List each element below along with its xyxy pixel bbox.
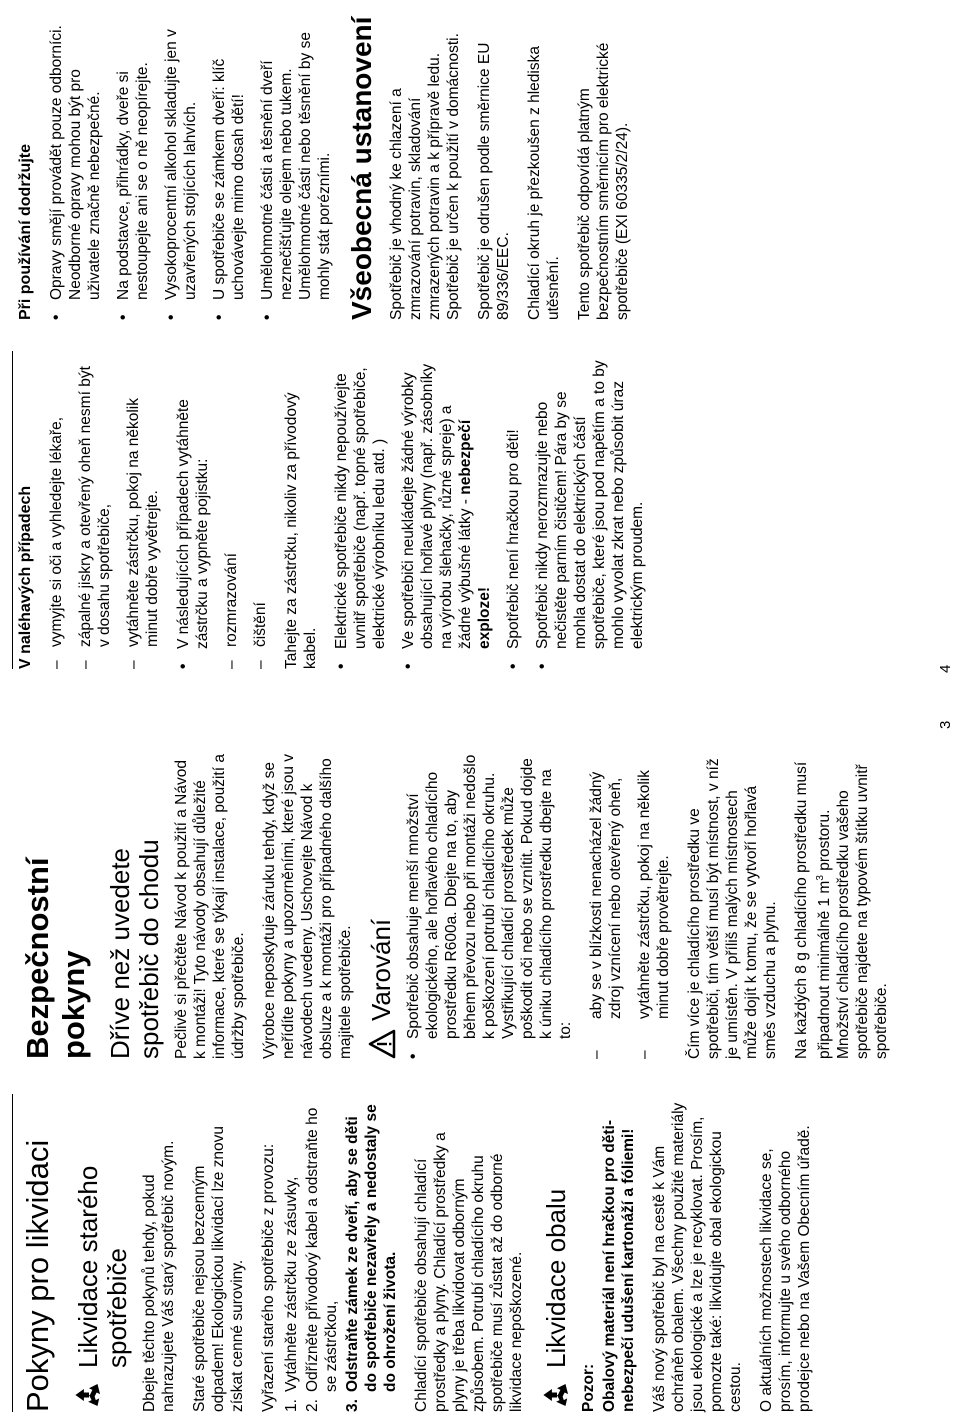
top-rule bbox=[12, 1094, 13, 1412]
old-appliance-p3: Vyřazení starého spotřebiče z provozu: bbox=[260, 1143, 277, 1412]
list-item: – vytáhněte zástrčku, pokoj na několik minut dobře provětrejte. bbox=[636, 770, 672, 1059]
refrigerant-amount-p: Na každých 8 g chladícího prostředku musí připadnout minimálně 1 $m^3$ prostoru. Množství chladícího prostředku vašeho spotřebiče najdete na typovém štítku uvnitř spotřebiče. bbox=[793, 761, 891, 1059]
list-item: 2. Odřízněte přívodový kabel a odstraňte ho se zástrčkou, bbox=[304, 1107, 340, 1412]
list-item: • U spotřebiče se zámkem dveří: klíč uchovávejte mimo dosah dětí! bbox=[211, 58, 247, 320]
page-3 bbox=[0, 713, 960, 1426]
list-item: – rozmrazování bbox=[223, 553, 240, 669]
old-appliance-p4: Chladící spotřebiče obsahují chladící prostředky a plyny. Chladící prostředky a plyny je třeba likvidovat odborným způsobem. Potrubí chladícího okruhu spotřebiče musí zůstat až do odborné likvidace nepoškozené. bbox=[413, 1132, 525, 1412]
list-item: • Spotřebič nikdy nerozmrazujte nebo nečistěte parním čističem! Pára by se mohla dostat do elektrických částí spotřebiče, které jsou pod napětím a to by mohlo vyvolat zkrat nebo způsobit úraz elektrickým proudem. bbox=[534, 360, 646, 669]
list-item: • V následujících případech vytáhněte zástrčku a vypněte pojistku: bbox=[175, 399, 211, 669]
emergency-heading: V naléhavých případech bbox=[17, 485, 34, 669]
emergency-list bbox=[47, 359, 162, 669]
old-appliance-heading-row bbox=[70, 1102, 140, 1412]
list-item: • Vysokoprocentní alkohol skladujte jen v uzavřených stojících lahvích. bbox=[163, 29, 199, 320]
list-item: • Elektrické spotřebiče nikdy nepoužívejte uvnitř spotřebiče (např. topné spotřebiče, elektrické výrobníku ledu atd. ) bbox=[333, 367, 388, 669]
decommission-steps bbox=[282, 1102, 400, 1412]
list-item: • Umělohmotné části a těsnění dveří neznečišťujte olejem nebo tukem. Umělohmotné části nebo těsnění by se mohly stát porézními. bbox=[259, 32, 333, 320]
disposal-title: Pokyny pro likvidaci bbox=[20, 1139, 55, 1412]
page3-column-1 bbox=[16, 1102, 826, 1412]
list-item: • Spotřebič obsahuje menší množství ekologického, ale hořlavého chladícího prostředku R600a. Dbejte na to, aby během převozu nebo při montáži nedošlo k poškození potrubí chladícího okruhu. Vystřikující chladící prostředek může poškodit oči nebo se vznítit. Pokud dojde k úniku chladícího prostředku dbejte na to: bbox=[405, 754, 574, 1059]
page4-column-2 bbox=[16, 10, 644, 320]
general-p1: Spotřebič je vhodný ke chlazení a zmrazování potravin, skladování zmrazených potravin a k přípravě ledu. Spotřebič je určen k použití v domácnosti. bbox=[388, 33, 462, 320]
page-number: 4 bbox=[937, 664, 954, 673]
packaging-heading: Likvidace obalu bbox=[541, 1188, 571, 1368]
list-item: 3. Odstraňte zámek ze dveří, aby se děti do spotřebiče nezavřely a nedostaly se do ohrožení života. bbox=[344, 1104, 399, 1412]
old-appliance-heading: Likvidace starého spotřebiče bbox=[73, 1165, 132, 1368]
usage-bullets bbox=[47, 10, 334, 320]
warning-list bbox=[404, 749, 575, 1059]
general-provisions-heading: Všeobecná ustanovení bbox=[346, 16, 377, 320]
pozor-text: Obalový materiál není hračkou pro děti-nebezpečí udušení kartonáží a fóliemi! bbox=[601, 1120, 637, 1412]
list-item: – vytáhněte zástrčku, pokoj na několik minut dobře vyvětrejte. bbox=[125, 398, 161, 669]
list-item: – zápalné jiskry a otevřený oheň nesmí být v dosahu spotřebiče, bbox=[77, 366, 113, 669]
page3-column-2 bbox=[16, 749, 903, 1059]
list-item: • Opravy smějí provádět pouze odborníci. Neodborné opravy mohou být pro uživatele značně nebezpečné. bbox=[48, 25, 103, 320]
list-item: 1. Vytáhněte zástrčku ze zásuvky, bbox=[283, 1176, 300, 1412]
safety-p2: Výrobce neposkytuje záruku tehdy, když se neřídíte pokyny a upozorněními, které jsou v návodech uvedeny. Uschovejte Návod k obsluze a k montáži pro případného dalšího majitele spotřebiče. bbox=[261, 754, 354, 1059]
before-use-subtitle: Dříve než uvedete spotřebič do chodu bbox=[105, 839, 164, 1059]
warning-triangle-icon bbox=[368, 1029, 396, 1059]
old-appliance-p1: Dbejte těchto pokynů tehdy, pokud nahrazujete Váš starý spotřebič novým. bbox=[141, 1140, 177, 1412]
room-size-p: Čím více je chladícího prostředku ve spotřebiči, tím větší musí být místnost, v níž je umístěn. V příliš malých místnostech může dojít k tomu, že se vytvoří hořlavá směs vzduchu a plynu. bbox=[686, 758, 779, 1059]
list-item: – aby se v blízkosti nenacházel žádný zdroj vznícení nebo otevřený oheň, bbox=[588, 771, 624, 1059]
plug-p: Tahejte za zástrčku, nikoliv za přívodový kabel. bbox=[283, 392, 319, 669]
top-rule bbox=[12, 351, 13, 669]
unplug-list bbox=[174, 359, 212, 669]
list-item: – vymyjte si oči a vyhledejte lékaře, bbox=[48, 416, 65, 669]
list-item: • Na podstavce, přihrádky, dveře si nestoupejte ani se o ně neopírejte. bbox=[115, 62, 151, 320]
packaging-p2: O aktuálních možnostech likvidace se, prosím, informujte u svého odborného prodejce nebo na Vašem Obecním úřadě. bbox=[758, 1125, 813, 1412]
refrigerant-leak-list bbox=[587, 749, 673, 1059]
safety-p1: Pečlivě si přečtěte Návod k použití a Návod k montáži! Tyto návody obsahují důležité informace, které se týkají instalace, použití a údržby spotřebiče. bbox=[173, 754, 247, 1059]
pozor-label: Pozor: bbox=[580, 1363, 597, 1412]
packaging-heading-row bbox=[538, 1102, 579, 1412]
safety-bullets bbox=[332, 359, 647, 669]
usage-heading: Při používání dodržujte bbox=[17, 143, 34, 320]
general-p2: Spotřebič je odrušen podle směrnice EU 89/336/EEC. bbox=[476, 42, 512, 320]
unplug-cases bbox=[222, 359, 270, 669]
page-number: 3 bbox=[937, 720, 954, 729]
recycle-icon bbox=[540, 1378, 574, 1412]
list-item: • Spotřebič není hračkou pro děti! bbox=[505, 429, 522, 669]
recycle-icon bbox=[72, 1378, 106, 1412]
warning-heading: Varování bbox=[366, 918, 396, 1021]
list-item: • Ve spotřebiči neukládejte žádné výrobky obsahující hořlavé plyny (např. zásobníky na výrobu šlehačky, různé spreje) a žádné výbušné látky - nebezpečí exploze! bbox=[400, 363, 493, 669]
safety-title: Bezpečnostní pokyny bbox=[20, 857, 91, 1059]
general-p3: Chladící okruh je přezkoušen z hlediska utěsnění. bbox=[526, 46, 562, 320]
page4-column-1 bbox=[16, 359, 659, 669]
packaging-p1: Váš nový spotřebič byl na cestě k Vám ochráněn obalem. Všechny použité materiály jsou ekologické a lze je recyklovat. Prosím, pomozte také: likvidujte obal ekologickou cestou. bbox=[651, 1102, 744, 1412]
old-appliance-p2: Staré spotřebiče nejsou bezcenným odpadem! Ekologickou likvidací lze znovu získat cenné suroviny. bbox=[191, 1125, 246, 1412]
general-p4: Tento spotřebič odpovídá platným bezpečnostním směrnicím pro elektrické spotřebiče (EXI 60335/2/24). bbox=[576, 42, 631, 320]
warning-heading-row bbox=[367, 749, 396, 1059]
list-item: – čištění bbox=[252, 602, 269, 669]
